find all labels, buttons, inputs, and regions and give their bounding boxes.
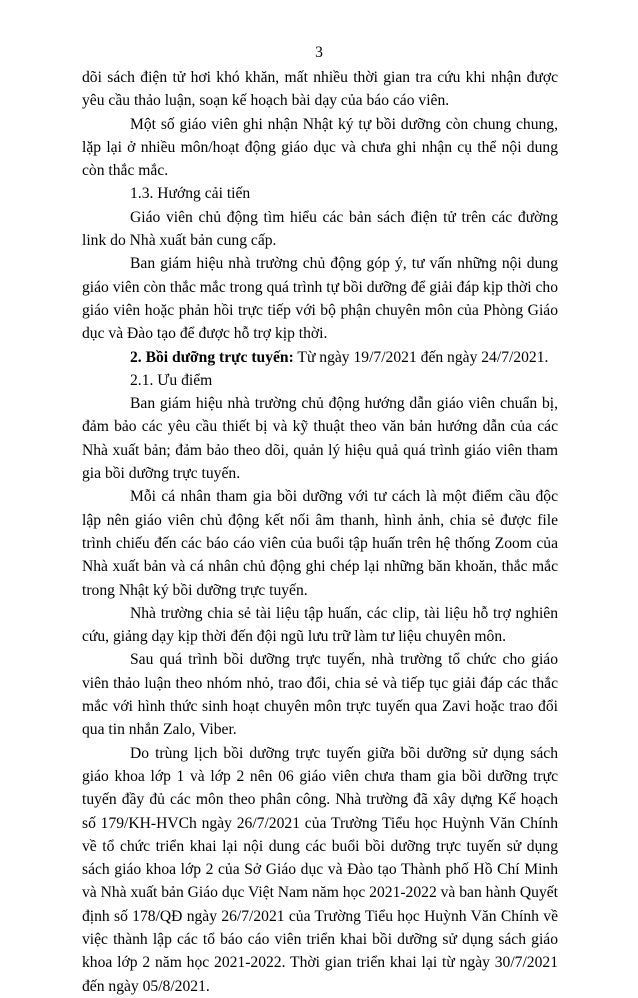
heading-advantages: 2.1. Ưu điểm xyxy=(130,371,213,389)
heading-improvement: 1.3. Hướng cải tiến xyxy=(130,185,251,203)
paragraph-schedule-conflict: Do trùng lịch bồi dưỡng trực tuyến giữa bồi dưỡng sử dụng sách giáo khoa lớp 1 và lớp 2 nên 06 giáo viên chưa tham gia bồi dưỡng trực tuyến đầy đủ các môn theo phân công. Nhà trường đã xây dựng Kế hoạch số 179/KH-HVCh ngày 26/7/2021 của Trường Tiểu học Huỳnh Văn Chính về tổ chức triển khai lại nội dung các buổi bồi dưỡng trực tuyến sử dụng sách giáo khoa lớp 2 của Sở Giáo dục và Đào tạo Thành phố Hồ Chí Minh và Nhà xuất bản Giáo dục Việt Nam năm học 2021-2022 và ban hành Quyết định số 178/QĐ ngày 26/7/2021 của Trường Tiểu học Huỳnh Văn Chính về việc thành lập các tổ báo cáo viên triển khai bồi dưỡng sử dụng sách giáo khoa lớp 2 năm học 2021-2022. Thời gian triển khai lại từ ngày 30/7/2021 đến ngày 05/8/2021. xyxy=(82,744,558,995)
paragraph-material-sharing: Nhà trường chia sẻ tài liệu tập huấn, các clip, tài liệu hỗ trợ nghiên cứu, giảng dạy kịp thời đến đội ngũ lưu trữ làm tư liệu chuyên môn. xyxy=(82,604,558,646)
heading-online-training xyxy=(82,346,558,369)
document-body xyxy=(82,66,558,998)
paragraph-individual-connection: Mỗi cá nhân tham gia bồi dưỡng với tư cách là một điểm cầu độc lập nên giáo viên chủ động kết nối âm thanh, hình ảnh, chia sẻ được file trình chiếu đến các báo cáo viên của buổi tập huấn trên hệ thống Zoom của Nhà xuất bản và cá nhân chủ động ghi chép lại những băn khoăn, thắc mắc trong Nhật ký bồi dưỡng trực tuyến. xyxy=(82,488,558,599)
paragraph-group-discussion: Sau quá trình bồi dưỡng trực tuyến, nhà trường tổ chức cho giáo viên thảo luận theo nhóm nhỏ, trao đổi, chia sẻ và tiếp tục giải đáp các thắc mắc với hình thức sinh hoạt chuyên môn trực tuyến qua Zavi hoặc trao đổi qua tin nhắn Zalo, Viber. xyxy=(82,651,558,739)
paragraph-journal-notes: Một số giáo viên ghi nhận Nhật ký tự bồi dưỡng còn chung chung, lặp lại ở nhiều môn/hoạt động giáo dục và chưa ghi nhận cụ thể nội dung còn thắc mắc. xyxy=(82,115,558,180)
page-number: 3 xyxy=(315,44,323,61)
heading-online-training-dates: Từ ngày 19/7/2021 đến ngày 24/7/2021. xyxy=(293,348,549,366)
paragraph-ebooks: Giáo viên chủ động tìm hiểu các bản sách điện tử trên các đường link do Nhà xuất bản cung cấp. xyxy=(82,208,558,250)
heading-online-training-title: 2. Bồi dưỡng trực tuyến: xyxy=(130,348,294,366)
paragraph-continuation: dõi sách điện tử hơi khó khăn, mất nhiều thời gian tra cứu khi nhận được yêu cầu thảo luận, soạn kế hoạch bài dạy của báo cáo viên. xyxy=(82,69,558,110)
paragraph-preparation: Ban giám hiệu nhà trường chủ động hướng dẫn giáo viên chuẩn bị, đảm bảo các yêu cầu thiết bị và kỹ thuật theo văn bản hướng dẫn của các Nhà xuất bản; đảm bảo theo dõi, quản lý hiệu quả quá trình giáo viên tham gia bồi dưỡng trực tuyến. xyxy=(82,395,558,483)
paragraph-management-feedback: Ban giám hiệu nhà trường chủ động góp ý, tư vấn những nội dung giáo viên còn thắc mắc trong quá trình tự bồi dưỡng để giải đáp kịp thời cho giáo viên hoặc phản hồi trực tiếp với bộ phận chuyên môn của Phòng Giáo dục và Đào tạo để được hỗ trợ kịp thời. xyxy=(82,255,558,343)
